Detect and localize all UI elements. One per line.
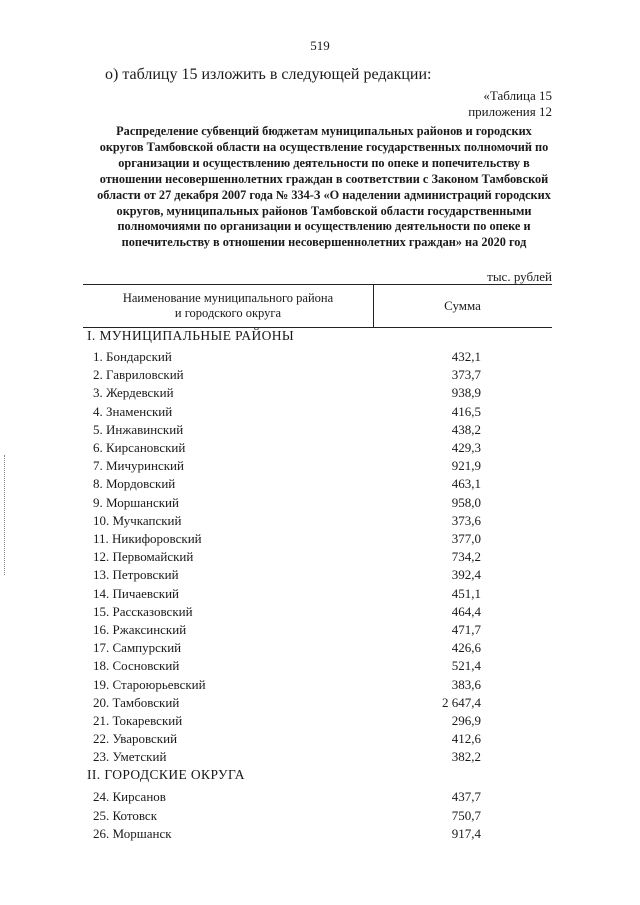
table-row <box>0 789 640 807</box>
header-name-line2: и городского округа <box>174 306 282 320</box>
row-value: 917,4 <box>451 826 481 841</box>
row-name: 24. Кирсанов <box>93 789 166 804</box>
table-row <box>0 586 640 604</box>
table-row <box>0 495 640 513</box>
table-reference <box>468 88 552 120</box>
row-name: 15. Рассказовский <box>93 603 193 619</box>
row-name: 2. Гавриловский <box>93 367 184 383</box>
row-value: 2 647,4 <box>442 694 481 710</box>
row-value: 296,9 <box>451 713 481 728</box>
table-row <box>0 713 640 731</box>
row-value: 437,7 <box>451 789 481 804</box>
row-name: 18. Сосновский <box>93 658 180 674</box>
table-row <box>0 826 640 844</box>
row-value: 471,7 <box>451 622 481 637</box>
margin-mark <box>4 455 6 575</box>
row-value: 432,1 <box>451 349 481 364</box>
row-name: 25. Котовск <box>93 807 158 823</box>
row-value: 416,5 <box>451 403 481 419</box>
table-row <box>0 549 640 567</box>
row-name: 7. Мичуринский <box>93 458 184 474</box>
table-row <box>0 677 640 695</box>
row-value: 377,0 <box>451 531 481 546</box>
row-name: 16. Ржаксинский <box>93 622 187 637</box>
table-row <box>0 458 640 476</box>
header-name-line1: Наименование муниципального района <box>122 291 334 305</box>
table-row <box>0 808 640 826</box>
table-row <box>0 349 640 367</box>
table-row <box>0 404 640 422</box>
intro-text: о) таблицу 15 изложить в следующей редакции: <box>105 66 432 83</box>
row-name: 10. Мучкапский <box>93 512 182 528</box>
header-name-column <box>83 291 373 321</box>
table-row <box>0 476 640 494</box>
row-name: 21. Токаревский <box>93 713 183 728</box>
row-name: 1. Бондарский <box>93 349 172 364</box>
table-row <box>0 531 640 549</box>
table-reference-line1: «Таблица 15 <box>483 88 552 103</box>
table-row <box>0 658 640 676</box>
row-name: 8. Мордовский <box>93 476 176 492</box>
row-name: 9. Моршанский <box>93 494 179 510</box>
table-row <box>0 385 640 403</box>
table-row <box>0 367 640 385</box>
row-name: 3. Жердевский <box>93 385 174 401</box>
table-row <box>0 695 640 713</box>
row-value: 373,7 <box>451 367 481 383</box>
table-header <box>83 284 552 328</box>
table-row <box>0 604 640 622</box>
row-value: 392,4 <box>451 567 481 583</box>
units-label: тыс. рублей <box>487 269 552 284</box>
row-name: 5. Инжавинский <box>93 421 184 437</box>
row-name: 12. Первомайский <box>93 549 194 565</box>
document-title: Распределение субвенций бюджетам муниципальных районов и городских округов Тамбовской области на осуществление государственных полномочий по организации и осуществлению деятельности по опеке и попечительству в отношении несовершеннолетних граждан в соответствии с Законом Тамбовской области от 27 декабря 2007 года № 334-З «О наделении администраций городских округов, муниципальных районов Тамбовской области государственными полномочиями по организации и осуществлению деятельности по опеке и попечительству в отношении несовершеннолетних граждан» на 2020 год <box>97 124 551 250</box>
row-name: 11. Никифоровский <box>93 531 202 546</box>
row-value: 412,6 <box>451 731 481 747</box>
row-name: 23. Уметский <box>93 749 167 765</box>
table-row <box>0 513 640 531</box>
row-value: 958,0 <box>451 494 481 510</box>
table-row <box>0 640 640 658</box>
row-value: 938,9 <box>451 385 481 401</box>
row-value: 464,4 <box>451 603 481 619</box>
row-value: 438,2 <box>451 421 481 437</box>
row-value: 426,6 <box>451 640 481 656</box>
row-name: 22. Уваровский <box>93 731 178 747</box>
row-name: 4. Знаменский <box>93 403 173 419</box>
table-row <box>0 749 640 767</box>
table-row <box>0 440 640 458</box>
row-value: 451,1 <box>451 585 481 601</box>
row-name: 14. Пичаевский <box>93 585 179 601</box>
row-value: 734,2 <box>451 549 481 565</box>
table-row <box>0 567 640 585</box>
table-row <box>0 422 640 440</box>
row-name: 6. Кирсановский <box>93 440 186 455</box>
row-name: 19. Староюрьевский <box>93 676 206 692</box>
row-value: 382,2 <box>451 749 481 765</box>
row-value: 521,4 <box>451 658 481 674</box>
row-name: 13. Петровский <box>93 567 179 583</box>
row-name: 26. Моршанск <box>93 826 172 841</box>
header-sum-column: Сумма <box>444 298 481 313</box>
table-reference-line2: приложения 12 <box>468 104 552 119</box>
row-name: 17. Сампурский <box>93 640 182 656</box>
table-row <box>0 622 640 640</box>
section-title: I. МУНИЦИПАЛЬНЫЕ РАЙОНЫ <box>87 328 295 343</box>
section-title: II. ГОРОДСКИЕ ОКРУГА <box>87 767 245 782</box>
row-value: 373,6 <box>451 512 481 528</box>
row-name: 20. Тамбовский <box>93 694 180 710</box>
table-row <box>0 731 640 749</box>
row-value: 750,7 <box>451 807 481 823</box>
row-value: 429,3 <box>451 440 481 455</box>
page-number: 519 <box>310 38 330 53</box>
row-value: 383,6 <box>451 676 481 692</box>
row-value: 921,9 <box>451 458 481 474</box>
row-value: 463,1 <box>451 476 481 492</box>
